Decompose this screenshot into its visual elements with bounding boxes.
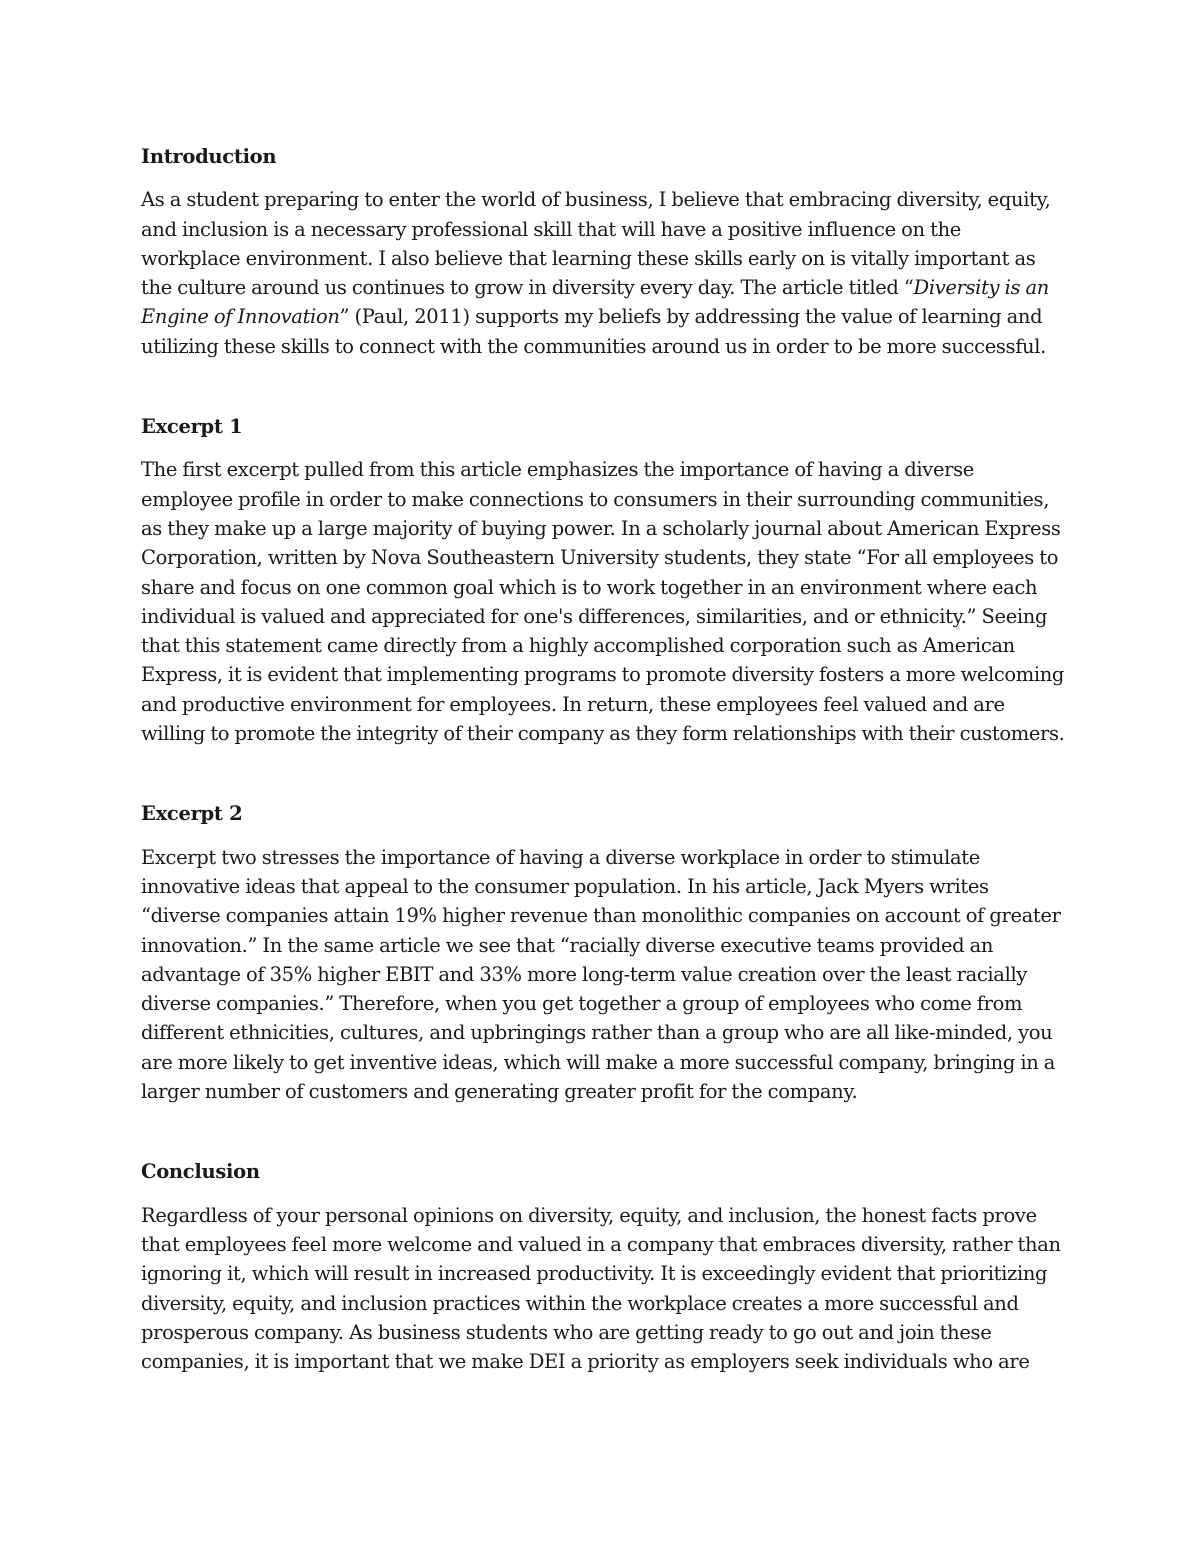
- paragraph-line: workplace environment. I also believe that learning these skills early on is vitally important as: [141, 246, 1036, 270]
- paragraph-line: different ethnicities, cultures, and upbringings rather than a group who are all like-minded, you: [141, 1021, 1053, 1045]
- paragraph-line: as they make up a large majority of buying power. In a scholarly journal about American Express: [141, 516, 1061, 540]
- paragraph-line: Corporation, written by Nova Southeastern University students, they state “For all employees to: [141, 546, 1059, 570]
- section-heading: Conclusion: [141, 1160, 260, 1184]
- section-introduction: [141, 142, 1066, 361]
- paragraph-line: innovative ideas that appeal to the consumer population. In his article, Jack Myers writes: [141, 874, 989, 898]
- paragraph-line: “diverse companies attain 19% higher revenue than monolithic companies on account of greater: [141, 904, 1061, 928]
- section-heading: Introduction: [141, 145, 277, 168]
- paragraph-line: innovation.” In the same article we see that “racially diverse executive teams provided an: [141, 933, 994, 957]
- line-text: the culture around us continues to grow in diversity every day. The article titled “: [141, 276, 914, 300]
- section-excerpt-1: [141, 412, 1066, 748]
- paragraph-line: [141, 273, 1066, 302]
- section-paragraph: [141, 1201, 1066, 1377]
- paragraph-line: diversity, equity, and inclusion practices within the workplace creates a more successful and: [141, 1291, 1019, 1315]
- section-heading: Excerpt 2: [141, 802, 243, 826]
- paragraph-line: share and focus on one common goal which is to work together in an environment where each: [141, 575, 1038, 599]
- section-gap: [141, 361, 1066, 412]
- paragraph-line: that this statement came directly from a highly accomplished corporation such as American: [141, 634, 1015, 658]
- paragraph-line: employee profile in order to make connections to consumers in their surrounding communities,: [141, 487, 1050, 511]
- paragraph-line: individual is valued and appreciated for one's differences, similarities, and or ethnicity.” Seeing: [141, 604, 1048, 628]
- paragraph-line: larger number of customers and generating greater profit for the company.: [141, 1080, 858, 1104]
- paragraph-line: Regardless of your personal opinions on diversity, equity, and inclusion, the honest facts prove: [141, 1203, 1037, 1227]
- section-conclusion: [141, 1157, 1066, 1376]
- article-title-part-1: Diversity is an: [913, 276, 1049, 300]
- section-paragraph: [141, 455, 1066, 748]
- paragraph-line: [141, 302, 1066, 331]
- paragraph-line: utilizing these skills to connect with the communities around us in order to be more successful.: [141, 334, 1047, 358]
- paragraph-line: that employees feel more welcome and valued in a company that embraces diversity, rather than: [141, 1232, 1061, 1256]
- paragraph-line: and inclusion is a necessary professional skill that will have a positive influence on the: [141, 217, 961, 241]
- paragraph-line: ignoring it, which will result in increased productivity. It is exceedingly evident that prioritizing: [141, 1262, 1048, 1286]
- paragraph-line: companies, it is important that we make DEI a priority as employers seek individuals who are: [141, 1350, 1030, 1374]
- paragraph-line: and productive environment for employees. In return, these employees feel valued and are: [141, 692, 1005, 716]
- article-title-part-2: Engine of Innovation: [141, 305, 340, 329]
- paragraph-line: The first excerpt pulled from this article emphasizes the importance of having a diverse: [141, 458, 974, 482]
- section-paragraph: [141, 185, 1066, 361]
- paragraph-line: willing to promote the integrity of their company as they form relationships with their customers.: [141, 722, 1065, 746]
- section-gap: [141, 1106, 1066, 1157]
- section-gap: [141, 748, 1066, 799]
- paragraph-line: As a student preparing to enter the world of business, I believe that embracing diversity, equity,: [141, 188, 1051, 212]
- paragraph-line: advantage of 35% higher EBIT and 33% more long-term value creation over the least racially: [141, 962, 1028, 986]
- paragraph-line: Excerpt two stresses the importance of having a diverse workplace in order to stimulate: [141, 845, 980, 869]
- line-text: ” (Paul, 2011) supports my beliefs by addressing the value of learning and: [339, 305, 1043, 329]
- document-body: [141, 142, 1066, 1376]
- paragraph-line: prosperous company. As business students who are getting ready to go out and join these: [141, 1320, 992, 1344]
- paragraph-line: are more likely to get inventive ideas, which will make a more successful company, bringing in a: [141, 1050, 1056, 1074]
- section-heading: Excerpt 1: [141, 415, 243, 439]
- section-paragraph: [141, 843, 1066, 1107]
- paragraph-line: Express, it is evident that implementing programs to promote diversity fosters a more welcoming: [141, 663, 1064, 687]
- section-excerpt-2: [141, 799, 1066, 1106]
- paragraph-line: diverse companies.” Therefore, when you get together a group of employees who come from: [141, 992, 1023, 1016]
